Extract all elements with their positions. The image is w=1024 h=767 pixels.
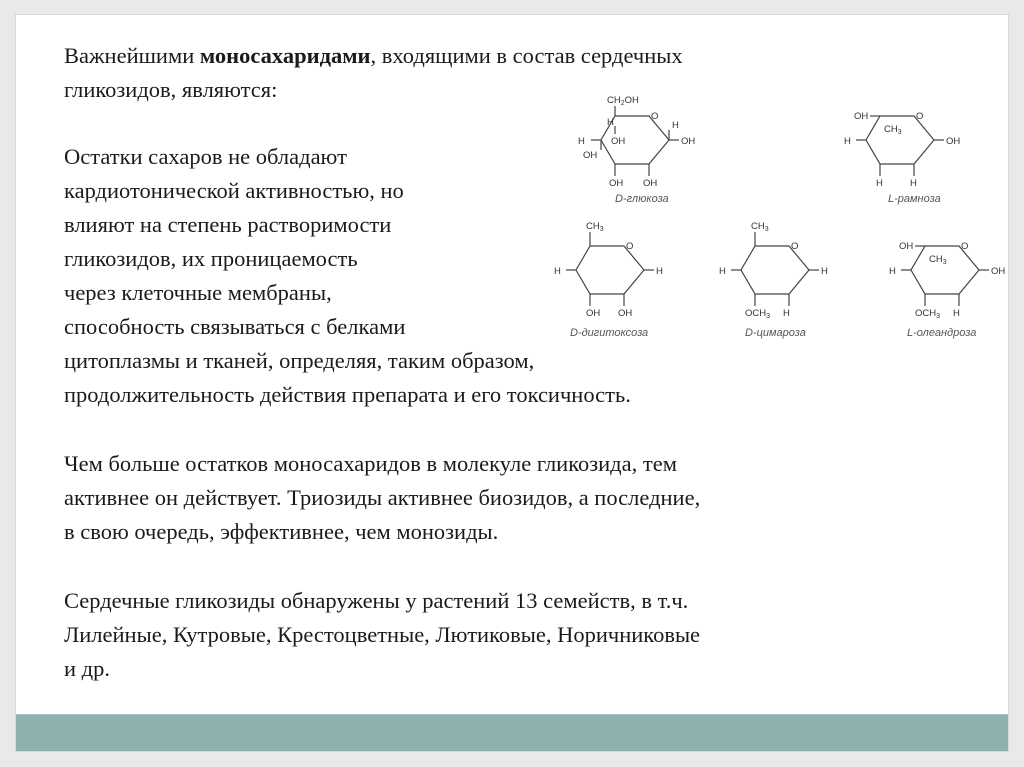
label-h: H <box>607 117 614 128</box>
caption-d-glucose: D-глюкоза <box>615 193 669 205</box>
bottom-decorative-band <box>16 714 1008 751</box>
para2-line: Чем больше остатков моносахаридов в молекуле гликозида, тем <box>64 451 677 476</box>
caption-l-oleandrose: L-олеандроза <box>907 327 977 339</box>
label-o: O <box>651 111 659 122</box>
label-och3: $OCH_3$ <box>915 308 941 320</box>
caption-d-cymarose: D-цимароза <box>745 327 806 339</box>
para3-line: и др. <box>64 656 110 681</box>
label-o: O <box>916 111 924 122</box>
para1-line: способность связываться с белками <box>64 314 406 339</box>
label-oh: OH <box>681 136 696 147</box>
label-h: H <box>656 266 663 277</box>
label-h: H <box>889 266 896 277</box>
ring-d-cymarose <box>731 232 819 306</box>
labels-l-oleandrose <box>889 241 1005 339</box>
label-h: H <box>844 136 851 147</box>
label-h: H <box>821 266 828 277</box>
label-ch3: $CH_3$ <box>884 124 902 136</box>
labels-d-cymarose <box>719 221 828 339</box>
label-ch2oh: $CH_2OH$ <box>607 95 639 107</box>
label-oh: OH <box>609 178 624 189</box>
label-oh: OH <box>586 308 601 319</box>
label-och3: $OCH_3$ <box>745 308 771 320</box>
intro-line-2: гликозидов, являются: <box>64 77 278 102</box>
sugar-structures-svg <box>551 70 1006 360</box>
para1-line: через клеточные мембраны, <box>64 280 332 305</box>
label-h: H <box>719 266 726 277</box>
labels-l-rhamnose <box>844 111 960 205</box>
ring-d-digitoxose <box>566 232 654 306</box>
ring-d-glucose <box>591 106 679 176</box>
ring-l-oleandrose <box>901 246 989 306</box>
slide <box>15 14 1009 752</box>
label-ch3: $CH_3$ <box>929 254 947 266</box>
para1-line: кардиотонической активностью, но <box>64 178 404 203</box>
intro-bold-term: моносахаридами <box>199 43 371 68</box>
label-o: O <box>961 241 969 252</box>
label-oh: OH <box>946 136 961 147</box>
label-h: H <box>876 178 883 189</box>
sugar-structures-figure <box>551 70 1006 360</box>
labels-d-glucose <box>578 95 695 205</box>
label-ch3: $CH_3$ <box>586 221 604 233</box>
para1-line: гликозидов, их проницаемость <box>64 246 358 271</box>
label-h: H <box>910 178 917 189</box>
para2-line: в свою очередь, эффективнее, чем монозиды. <box>64 519 499 544</box>
label-h: H <box>578 136 585 147</box>
label-h: H <box>672 120 679 131</box>
ring-bonds <box>566 106 989 306</box>
para3-line: Лилейные, Кутровые, Крестоцветные, Лютиковые, Норичниковые <box>64 622 701 647</box>
para1-line: цитоплазмы и тканей, определяя, таким образом, <box>64 348 535 373</box>
intro-text-start: Важнейшими <box>64 43 200 68</box>
label-ch3: $CH_3$ <box>751 221 769 233</box>
intro-line-1 <box>64 39 683 72</box>
label-h: H <box>953 308 960 319</box>
ring-l-rhamnose <box>856 116 944 176</box>
label-oh: OH <box>899 241 914 252</box>
para3-line: Сердечные гликозиды обнаружены у растений 13 семейств, в т.ч. <box>64 588 689 613</box>
intro-text-end: , входящими в состав сердечных <box>370 43 683 68</box>
label-h: H <box>554 266 561 277</box>
para1-line: Остатки сахаров не обладают <box>64 144 347 169</box>
caption-d-digitoxose: D-дигитоксоза <box>570 327 649 339</box>
label-oh: OH <box>611 136 626 147</box>
label-oh: OH <box>854 111 869 122</box>
label-oh: OH <box>991 266 1006 277</box>
label-o: O <box>791 241 799 252</box>
label-o: O <box>626 241 634 252</box>
label-oh: OH <box>643 178 658 189</box>
labels-d-digitoxose <box>554 221 663 339</box>
para1-line: продолжительность действия препарата и его токсичность. <box>64 382 631 407</box>
caption-l-rhamnose: L-рамноза <box>888 193 941 205</box>
label-oh: OH <box>618 308 633 319</box>
para2-line: активнее он действует. Триозиды активнее биозидов, а последние, <box>64 485 701 510</box>
para1-line: влияют на степень растворимости <box>64 212 392 237</box>
label-h: H <box>783 308 790 319</box>
label-oh: OH <box>583 150 598 161</box>
